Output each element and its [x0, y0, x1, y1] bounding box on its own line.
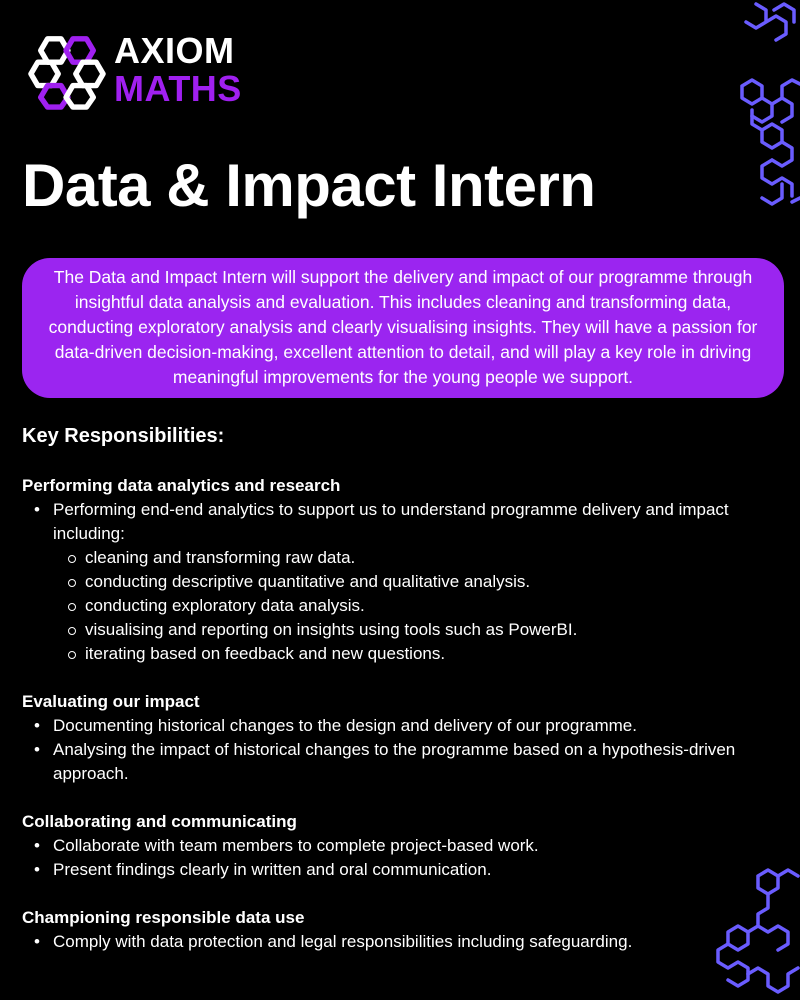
section-collaborating — [22, 810, 782, 882]
responsibilities-heading: Key Responsibilities: — [22, 425, 225, 447]
bullet-list — [22, 498, 782, 666]
summary-box — [22, 258, 784, 398]
list-item: • Present findings clearly in written and oral communication. — [22, 858, 782, 882]
list-item — [22, 498, 782, 666]
section-responsible-data — [22, 906, 782, 954]
section-title: Collaborating and communicating — [22, 812, 297, 831]
section-title: Championing responsible data use — [22, 908, 305, 927]
axiom-logo-icon — [28, 30, 106, 110]
section-data-analytics — [22, 474, 782, 666]
brand-name-line1: AXIOM — [114, 30, 235, 71]
page-title: Data & Impact Intern — [22, 152, 596, 219]
list-item: conducting descriptive quantitative and qualitative analysis. — [22, 570, 782, 594]
section-title: Evaluating our impact — [22, 692, 200, 711]
decorative-molecule-icon — [670, 0, 800, 225]
list-item: • Collaborate with team members to complete project-based work. — [22, 834, 782, 858]
sub-bullet-list — [22, 546, 782, 666]
brand-logo — [28, 30, 258, 110]
list-item: • Documenting historical changes to the design and delivery of our programme. — [22, 714, 782, 738]
list-item: iterating based on feedback and new questions. — [22, 642, 782, 666]
summary-text: The Data and Impact Intern will support the delivery and impact of our programme through insightful data analysis and evaluation. This includes cleaning and transforming data, conducting exploratory analysis and clearly visualising insights. They will have a passion for data-driven decision-making, excellent attention to detail, and will play a key role in driving meaningful improvements for the young people we support. — [48, 267, 758, 387]
list-item: • Comply with data protection and legal responsibilities including safeguarding. — [22, 930, 782, 954]
list-item: conducting exploratory data analysis. — [22, 594, 782, 618]
list-item: visualising and reporting on insights using tools such as PowerBI. — [22, 618, 782, 642]
brand-name-line2: MATHS — [114, 68, 242, 109]
brand-wordmark — [114, 32, 242, 108]
bullet-list — [22, 714, 782, 786]
list-item: • Analysing the impact of historical changes to the programme based on a hypothesis-driven approach. — [22, 738, 782, 786]
bullet-list — [22, 930, 782, 954]
bullet-list — [22, 834, 782, 882]
section-title: Performing data analytics and research — [22, 476, 341, 495]
list-item: cleaning and transforming raw data. — [22, 546, 782, 570]
section-evaluating-impact — [22, 690, 782, 786]
responsibilities — [22, 422, 782, 978]
list-item-text: Performing end-end analytics to support us to understand programme delivery and impact including: — [53, 500, 729, 543]
